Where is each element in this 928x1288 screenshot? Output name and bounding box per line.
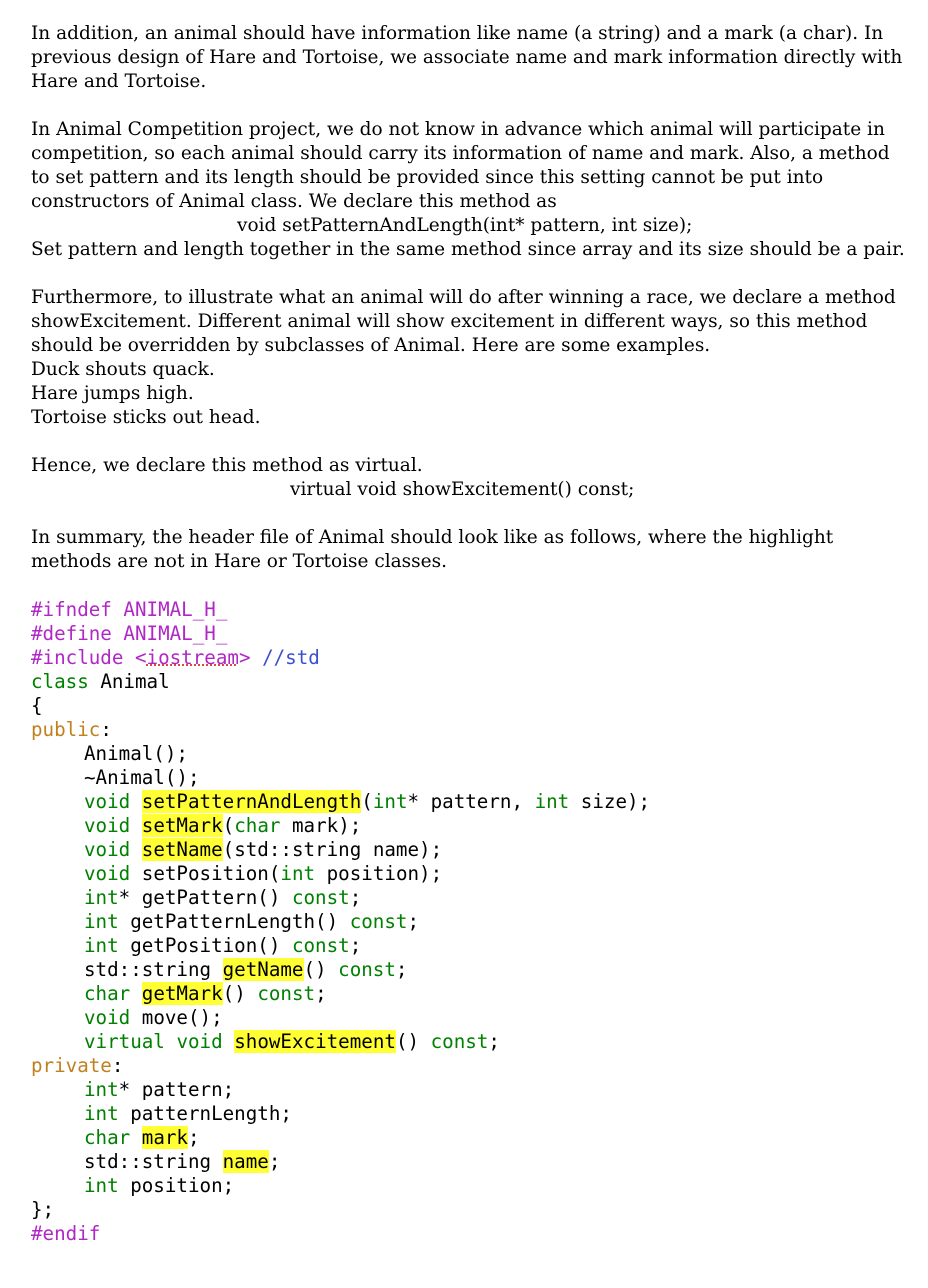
code-line: private: (31, 1054, 124, 1077)
code-line (31, 1126, 911, 1150)
code-punct: ; (188, 1126, 200, 1149)
code-punct: ( (361, 790, 373, 813)
keyword: const (291, 886, 350, 909)
code-punct: ; (407, 910, 420, 933)
code-text: std::string (84, 958, 223, 981)
text-line: In Animal Competition project, we do not know in advance which animal will participate in (31, 119, 885, 140)
method-name: setPosition (141, 862, 269, 885)
preprocessor-directive: #ifndef ANIMAL_H_ (31, 598, 228, 621)
text-line: competition, so each animal should carry its information of name and mark. Also, a method (31, 143, 890, 164)
highlighted-field-name: name (222, 1150, 269, 1173)
keyword: void (84, 814, 131, 837)
code-text: patternLength; (118, 1102, 292, 1125)
destructor-decl: ~Animal(); (84, 766, 200, 789)
code-line (31, 910, 911, 934)
code-text: position; (118, 1174, 235, 1197)
close-brace: }; (31, 1198, 55, 1221)
paragraph-summary (31, 526, 911, 574)
code-line (31, 958, 911, 982)
code-punct: ; (268, 1150, 281, 1173)
text-line: Hare and Tortoise. (31, 71, 207, 92)
code-punct: ; (488, 1030, 500, 1053)
code-text: std::string (84, 1150, 223, 1173)
code-text: getPosition() (118, 934, 292, 957)
keyword: void (84, 838, 131, 861)
code-line (31, 934, 911, 958)
code-line: public: (31, 718, 112, 741)
code-text: () (395, 1030, 431, 1053)
include-close: > (238, 646, 251, 669)
example-line: Duck shouts quack. (31, 359, 215, 380)
example-line: Tortoise sticks out head. (31, 407, 261, 428)
highlighted-method-name: setName (141, 838, 223, 861)
code-punct: ; (315, 982, 327, 1005)
keyword: int (84, 1078, 119, 1101)
constructor-decl: Animal(); (84, 742, 188, 765)
code-line (31, 1102, 911, 1126)
code-text: getPatternLength() (118, 910, 350, 933)
paragraph-name-mark (31, 22, 911, 94)
text-line: In addition, an animal should have information like name (a string) and a mark (a char). In (31, 23, 884, 44)
example-line: Hare jumps high. (31, 383, 194, 404)
highlighted-method-name: setMark (141, 814, 223, 837)
keyword: void (84, 790, 131, 813)
code-text: * pattern; (118, 1078, 235, 1101)
text-line: Hence, we declare this method as virtual. (31, 455, 423, 476)
text-line: In summary, the header file of Animal should look like as follows, where the highlight (31, 527, 834, 548)
text-line: Furthermore, to illustrate what an animal will do after winning a race, we declare a method (31, 287, 896, 308)
code-punct: ( (268, 862, 281, 885)
code-text: () (303, 958, 339, 981)
keyword: void (84, 1006, 131, 1029)
keyword: void (176, 1030, 223, 1053)
text-line: constructors of Animal class. We declare this method as (31, 191, 557, 212)
keyword: class (31, 670, 89, 693)
code-text: move(); (130, 1006, 223, 1029)
document-prose (31, 22, 911, 574)
keyword: const (257, 982, 316, 1005)
code-line (31, 646, 911, 670)
highlighted-method-name: getName (222, 958, 304, 981)
code-line (31, 790, 911, 814)
keyword: const (291, 934, 350, 957)
keyword: char (84, 982, 131, 1005)
code-punct: ; (349, 886, 362, 909)
text-line: to set pattern and its length should be provided since this setting cannot be put into (31, 167, 824, 188)
highlighted-method-name: setPatternAndLength (141, 790, 362, 813)
class-name: Animal (100, 670, 170, 693)
keyword: virtual (84, 1030, 165, 1053)
code-line (31, 622, 911, 646)
keyword: const (430, 1030, 489, 1053)
paragraph-show-excitement (31, 286, 911, 430)
code-line (31, 598, 911, 622)
keyword: int (84, 910, 119, 933)
keyword: int (372, 790, 408, 813)
code-line (31, 670, 911, 694)
code-punct: ; (395, 958, 408, 981)
include-library: iostream (146, 646, 239, 669)
highlighted-field-name: mark (141, 1126, 188, 1149)
include-directive: #include < (31, 646, 147, 669)
code-text: mark); (280, 814, 362, 837)
code-line (31, 982, 911, 1006)
code-line (31, 694, 911, 718)
code-line (31, 838, 911, 862)
keyword: const (349, 910, 408, 933)
text-line: should be overridden by subclasses of Animal. Here are some examples. (31, 335, 711, 356)
keyword: int (84, 934, 119, 957)
code-line (31, 1078, 911, 1102)
code-line (31, 1198, 911, 1222)
code-comment: //std (262, 646, 320, 669)
preprocessor-directive: #define ANIMAL_H_ (31, 622, 228, 645)
keyword: int (84, 1174, 119, 1197)
keyword: char (84, 1126, 131, 1149)
keyword: int (280, 862, 316, 885)
code-line (31, 814, 911, 838)
code-text: * pattern, (407, 790, 535, 813)
keyword: char (234, 814, 281, 837)
highlighted-method-name: showExcitement (234, 1030, 396, 1053)
keyword: void (84, 862, 131, 885)
code-line (31, 1222, 911, 1246)
paragraph-set-pattern (31, 118, 911, 262)
access-specifier: private (31, 1054, 112, 1077)
code-punct: ( (222, 814, 235, 837)
keyword: int (84, 1102, 119, 1125)
code-punct: ; (349, 934, 362, 957)
keyword: int (534, 790, 570, 813)
code-line (31, 886, 911, 910)
text-line: previous design of Hare and Tortoise, we associate name and mark information directly with (31, 47, 903, 68)
code-line (31, 1150, 911, 1174)
open-brace: { (31, 694, 43, 717)
text-line: showExcitement. Different animal will show excitement in different ways, so this method (31, 311, 868, 332)
code-text: position); (315, 862, 443, 885)
access-specifier: public (31, 718, 101, 741)
code-line (31, 1174, 911, 1198)
code-line (31, 1006, 911, 1030)
method-declaration-line: virtual void showExcitement() const; (290, 479, 635, 500)
paragraph-virtual (31, 454, 911, 502)
code-text: () (222, 982, 258, 1005)
code-line (31, 862, 911, 886)
code-text: (std::string name); (222, 838, 443, 861)
code-line (31, 1030, 911, 1054)
code-text: size); (569, 790, 651, 813)
code-text: * getPattern() (118, 886, 292, 909)
code-line (31, 742, 911, 766)
code-block (31, 598, 911, 1246)
text-line: Set pattern and length together in the same method since array and its size should be a pair. (31, 239, 905, 260)
highlighted-method-name: getMark (141, 982, 223, 1005)
method-declaration-line: void setPatternAndLength(int* pattern, int size); (237, 215, 693, 236)
code-line (31, 766, 911, 790)
preprocessor-directive: #endif (31, 1222, 101, 1245)
document-page (31, 22, 911, 1246)
text-line: methods are not in Hare or Tortoise classes. (31, 551, 447, 572)
keyword: const (338, 958, 396, 981)
keyword: int (84, 886, 119, 909)
